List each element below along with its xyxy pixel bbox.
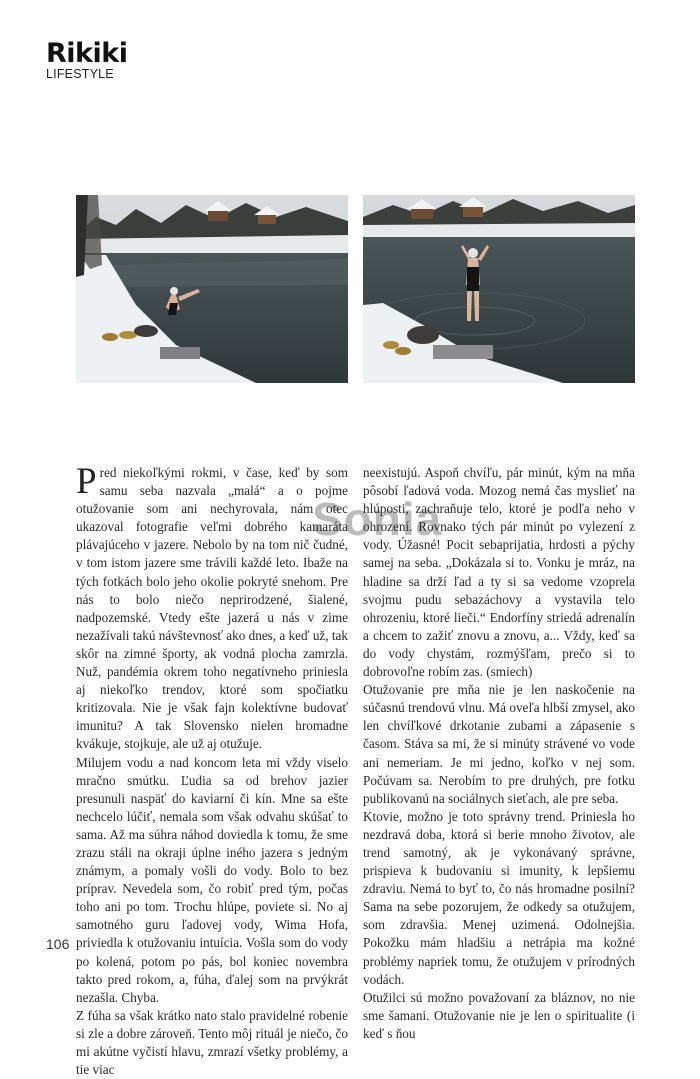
article-paragraph: Z fúha sa však krátko nato stalo pravidelné robenie si zle a dobre zároveň. Tento môj rituál je niečo, čo mi akútne vyčistí hlavu, zmrazí všetky problémy, a tie viac bbox=[76, 1007, 348, 1078]
article-column-right bbox=[363, 464, 635, 1043]
brand-logo bbox=[46, 40, 127, 81]
photo-crouching-swimmer bbox=[76, 195, 348, 383]
article-column-left bbox=[76, 461, 348, 1079]
section-label: LIFESTYLE bbox=[46, 67, 114, 81]
article-paragraph: Otužovanie pre mňa nie je len naskočenie na súčasnú trendovú vlnu. Má oveľa hlbší zmysel, ako len chvíľkové drkotanie zubami a zápasenie s časom. Stáva sa mi, že si minúty strávené vo vode ani nemeriam. Je mi jedno, koľko v nej som. Počúvam sa. Nerobím to pre druhých, pre fotku publikovanú na sociálnych sieťach, ale pre seba. bbox=[363, 682, 635, 806]
article-paragraph: Ktovie, možno je toto správny trend. Priniesla ho nezdravá doba, ktorá si berie mnoho životov, ale trend samotný, ak je vykonávaný správne, prispieva k budovaniu si imunity, k lepšiemu zdraviu. Nemá to byť to, čo nás hromadne posilní? Sama na sebe pozorujem, že odkedy sa otužujem, som zdravšia. Menej uzimená. Odolnejšia. Pokožku mám hladšiu a netrápia ma kožné problémy napriek tomu, že otužujem v prírodných vodách. bbox=[363, 808, 635, 987]
article-paragraph bbox=[76, 461, 348, 754]
article-paragraph: Otužilci sú možno považovaní za bláznov, no nie sme šamani. Otužovanie nie je len o spiritualite (i keď s ňou bbox=[363, 989, 635, 1041]
photo-standing-swimmer bbox=[363, 195, 635, 383]
drop-cap: P bbox=[76, 461, 97, 502]
watermark: Sonia bbox=[312, 493, 443, 545]
article-paragraph: Milujem vodu a nad koncom leta mi vždy viselo mračno smútku. Ľudia sa od brehov jazier presunuli naspäť do kaviarní či kín. Mne sa ešte nechcelo lúčiť, nemala som však odvahu skúšať to sama. Až ma súhra náhod doviedla k tomu, že sme zrazu stáli na okraji úplne iného jazera s jedným známym, a pomaly vošli do vody. Bolo to bez príprav. Nevedela som, čo robiť pred tým, počas toho ani po tom. Trochu hlúpe, poviete si. No aj samotného guru ľadovej vody, Wima Hofa, priviedla k otužovaniu intuícia. Vošla som do vody po kolená, potom po pás, bol koniec novembra takto pred rokom, a, fúha, ďalej som na prvýkrát nezašla. Chyba. bbox=[76, 754, 348, 1005]
brand-name: Rikiki bbox=[46, 38, 128, 69]
page-number: 106 bbox=[46, 936, 70, 952]
paragraph-text: red niekoľkými rokmi, v čase, keď by som samu seba nazvala „malá“ a o pojme otužovanie som ani nechyrovala, nám otec ukazoval fotografie veľmi dobrého kamaráta plávajúceho v jazere. Nebolo by na tom nič čudné, v tom istom jazere sme trávili každé leto. Ibaže na tých fotkách bolo jeho okolie pokryté snehom. Pre nás to bolo niečo neprirodzené, šialené, nadpozemské. Vtedy ešte jazerá u nás v zime nezažívali takú návštevnosť ako dnes, a keď už, tak skôr na zimné športy, ak vodná plocha zamrzla. Nuž, pandémia okrem toho negatívneho priniesla aj niekoľko trendov, ktoré som spočiatku kritizovala. Nie je však fajn kolektívne budovať imunitu? A tak Slovensko nielen hromadne kvákuje, stojkuje, ale už aj otužuje. bbox=[76, 465, 348, 752]
article-paragraph: neexistujú. Aspoň chvíľu, pár minút, kým na mňa pôsobí ľadová voda. Mozog nemá čas myslieť na hlúposti, zachraňuje telo, ktoré je podľa neho v ohrození. Rovnako tých pár minút po vylezení z vody. Úžasné! Pocit sebaprijatia, hrdosti a pýchy samej na seba. „Dokázala si to. Vonku je mráz, na hladine sa drží ľad a ty si sa vedome vzoprela svojmu pudu sebazáchovy a vystavila telo ohrozeniu, ktoré lieči.“ Endorfíny striedá adrenalín a chcem to zažiť znovu a znovu, a... Vždy, keď sa do vody chystám, rozmýšľam, prečo si to dobrovoľne robím zas. (smiech) bbox=[363, 465, 635, 680]
